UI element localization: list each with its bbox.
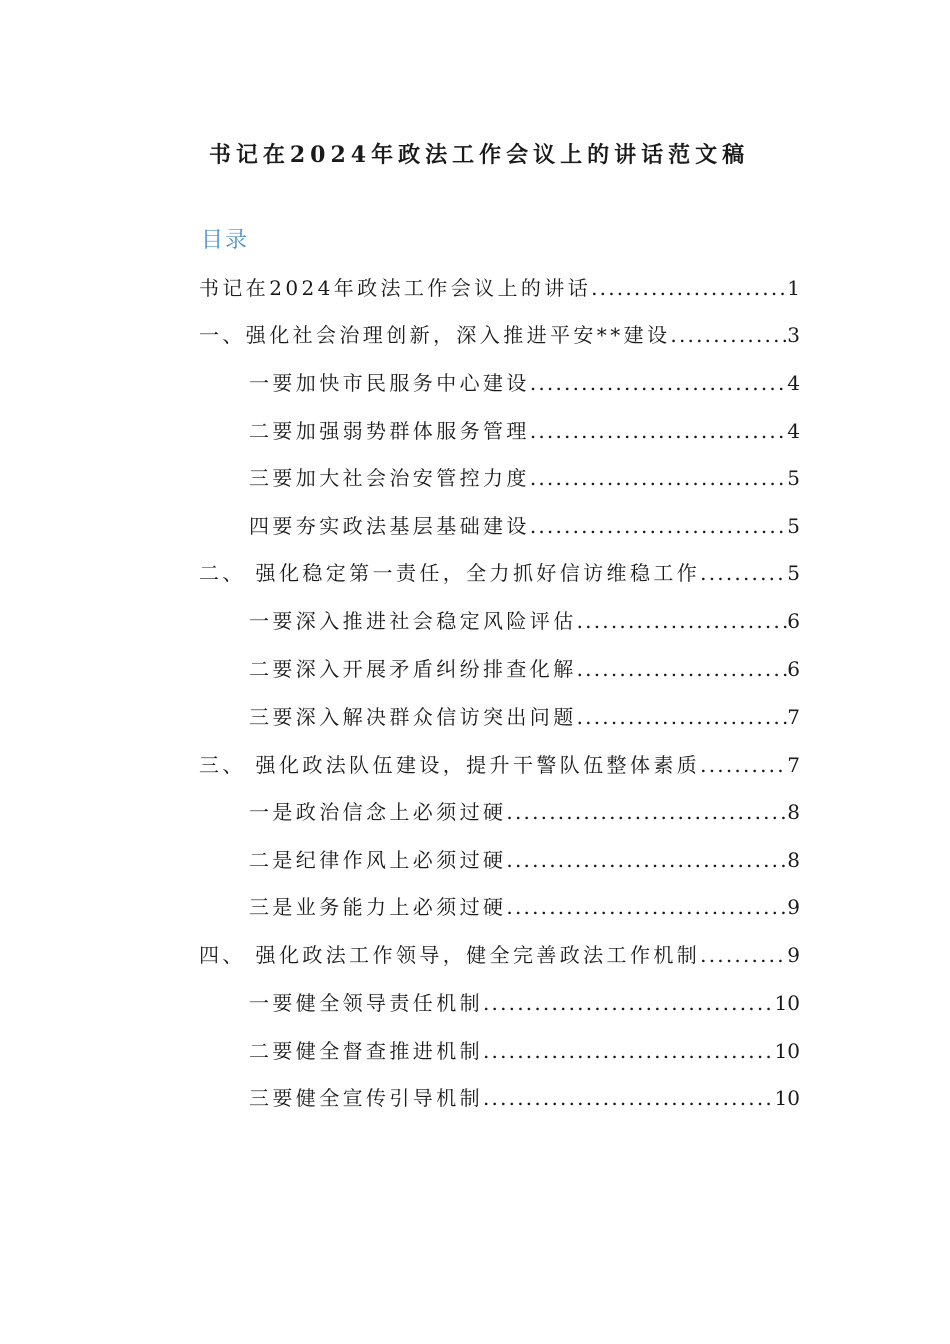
toc-page-number: 5: [787, 561, 800, 585]
toc-page-number: 10: [774, 991, 800, 1015]
toc-page-number: 1: [787, 276, 800, 300]
toc-entry[interactable]: [249, 987, 800, 1017]
toc-leader-dots: [483, 1039, 775, 1063]
toc-entry-text: 二要深入开展矛盾纠纷排查化解: [249, 657, 577, 681]
toc-page-number: 6: [787, 609, 800, 633]
toc-entry[interactable]: [249, 605, 800, 635]
toc-leader-dots: [700, 753, 787, 777]
toc-page-number: 4: [787, 371, 800, 395]
toc-entry[interactable]: [249, 701, 800, 731]
toc-entry-text: 书记在2024年政法工作会议上的讲话: [199, 276, 592, 300]
toc-leader-dots: [577, 705, 788, 729]
page-title: 书记在2024年政法工作会议上的讲话范文稿: [208, 142, 750, 168]
toc-page-number: 7: [787, 705, 800, 729]
toc-entry[interactable]: [249, 844, 800, 874]
toc-entry[interactable]: [199, 319, 800, 349]
toc-entry-text: 一要健全领导责任机制: [249, 991, 483, 1015]
toc-entry[interactable]: [249, 510, 800, 540]
toc-entry-text: 一、强化社会治理创新，深入推进平安**建设: [199, 323, 671, 347]
toc-leader-dots: [506, 895, 787, 919]
toc-entry-text: 二要健全督查推进机制: [249, 1039, 483, 1063]
toc-heading: 目录: [201, 228, 250, 253]
toc-entry[interactable]: [249, 462, 800, 492]
toc-leader-dots: [483, 1086, 775, 1110]
toc-leader-dots: [483, 991, 775, 1015]
toc-leader-dots: [700, 561, 787, 585]
toc-leader-dots: [577, 657, 788, 681]
toc-leader-dots: [577, 609, 788, 633]
toc-entry-text: 三要健全宣传引导机制: [249, 1086, 483, 1110]
toc-leader-dots: [530, 466, 787, 490]
toc-page-number: 5: [787, 514, 800, 538]
toc-page-number: 6: [787, 657, 800, 681]
toc-leader-dots: [506, 848, 787, 872]
toc-page-number: 10: [774, 1086, 800, 1110]
toc-page-number: 8: [787, 800, 800, 824]
toc-entry-text: 一是政治信念上必须过硬: [249, 800, 507, 824]
toc-entry-text: 一要加快市民服务中心建设: [249, 371, 530, 395]
toc-leader-dots: [591, 276, 787, 300]
toc-entry[interactable]: [249, 653, 800, 683]
toc-entry-text: 二要加强弱势群体服务管理: [249, 419, 530, 443]
toc-page-number: 4: [787, 419, 800, 443]
toc-entry-text: 三是业务能力上必须过硬: [249, 895, 507, 919]
toc-entry[interactable]: [199, 749, 800, 779]
toc-entry-text: 一要深入推进社会稳定风险评估: [249, 609, 577, 633]
toc-entry[interactable]: [249, 367, 800, 397]
toc-entry-text: 三要加大社会治安管控力度: [249, 466, 530, 490]
toc-entry[interactable]: [199, 939, 800, 969]
toc-entry[interactable]: [249, 796, 800, 826]
toc-entry-text: 四、 强化政法工作领导，健全完善政法工作机制: [199, 943, 701, 967]
toc-leader-dots: [670, 323, 787, 347]
toc-entry-text: 三要深入解决群众信访突出问题: [249, 705, 577, 729]
toc-leader-dots: [530, 514, 787, 538]
toc-page-number: 3: [787, 323, 800, 347]
toc-page-number: 5: [787, 466, 800, 490]
toc-leader-dots: [530, 371, 787, 395]
toc-entry[interactable]: [199, 272, 800, 302]
toc-page-number: 8: [787, 848, 800, 872]
toc-entry[interactable]: [249, 1082, 800, 1112]
toc-page-number: 9: [787, 943, 800, 967]
toc-leader-dots: [530, 419, 787, 443]
toc-entry[interactable]: [199, 557, 800, 587]
toc-page-number: 7: [787, 753, 800, 777]
toc-entry-text: 四要夯实政法基层基础建设: [249, 514, 530, 538]
toc-entry-text: 二、 强化稳定第一责任，全力抓好信访维稳工作: [199, 561, 701, 585]
toc-leader-dots: [700, 943, 787, 967]
toc-leader-dots: [506, 800, 787, 824]
toc-entry-text: 二是纪律作风上必须过硬: [249, 848, 507, 872]
toc-entry[interactable]: [249, 1035, 800, 1065]
toc-entry[interactable]: [249, 891, 800, 921]
toc-entry[interactable]: [249, 415, 800, 445]
toc-entry-text: 三、 强化政法队伍建设，提升干警队伍整体素质: [199, 753, 701, 777]
toc-page-number: 10: [774, 1039, 800, 1063]
toc-page-number: 9: [787, 895, 800, 919]
